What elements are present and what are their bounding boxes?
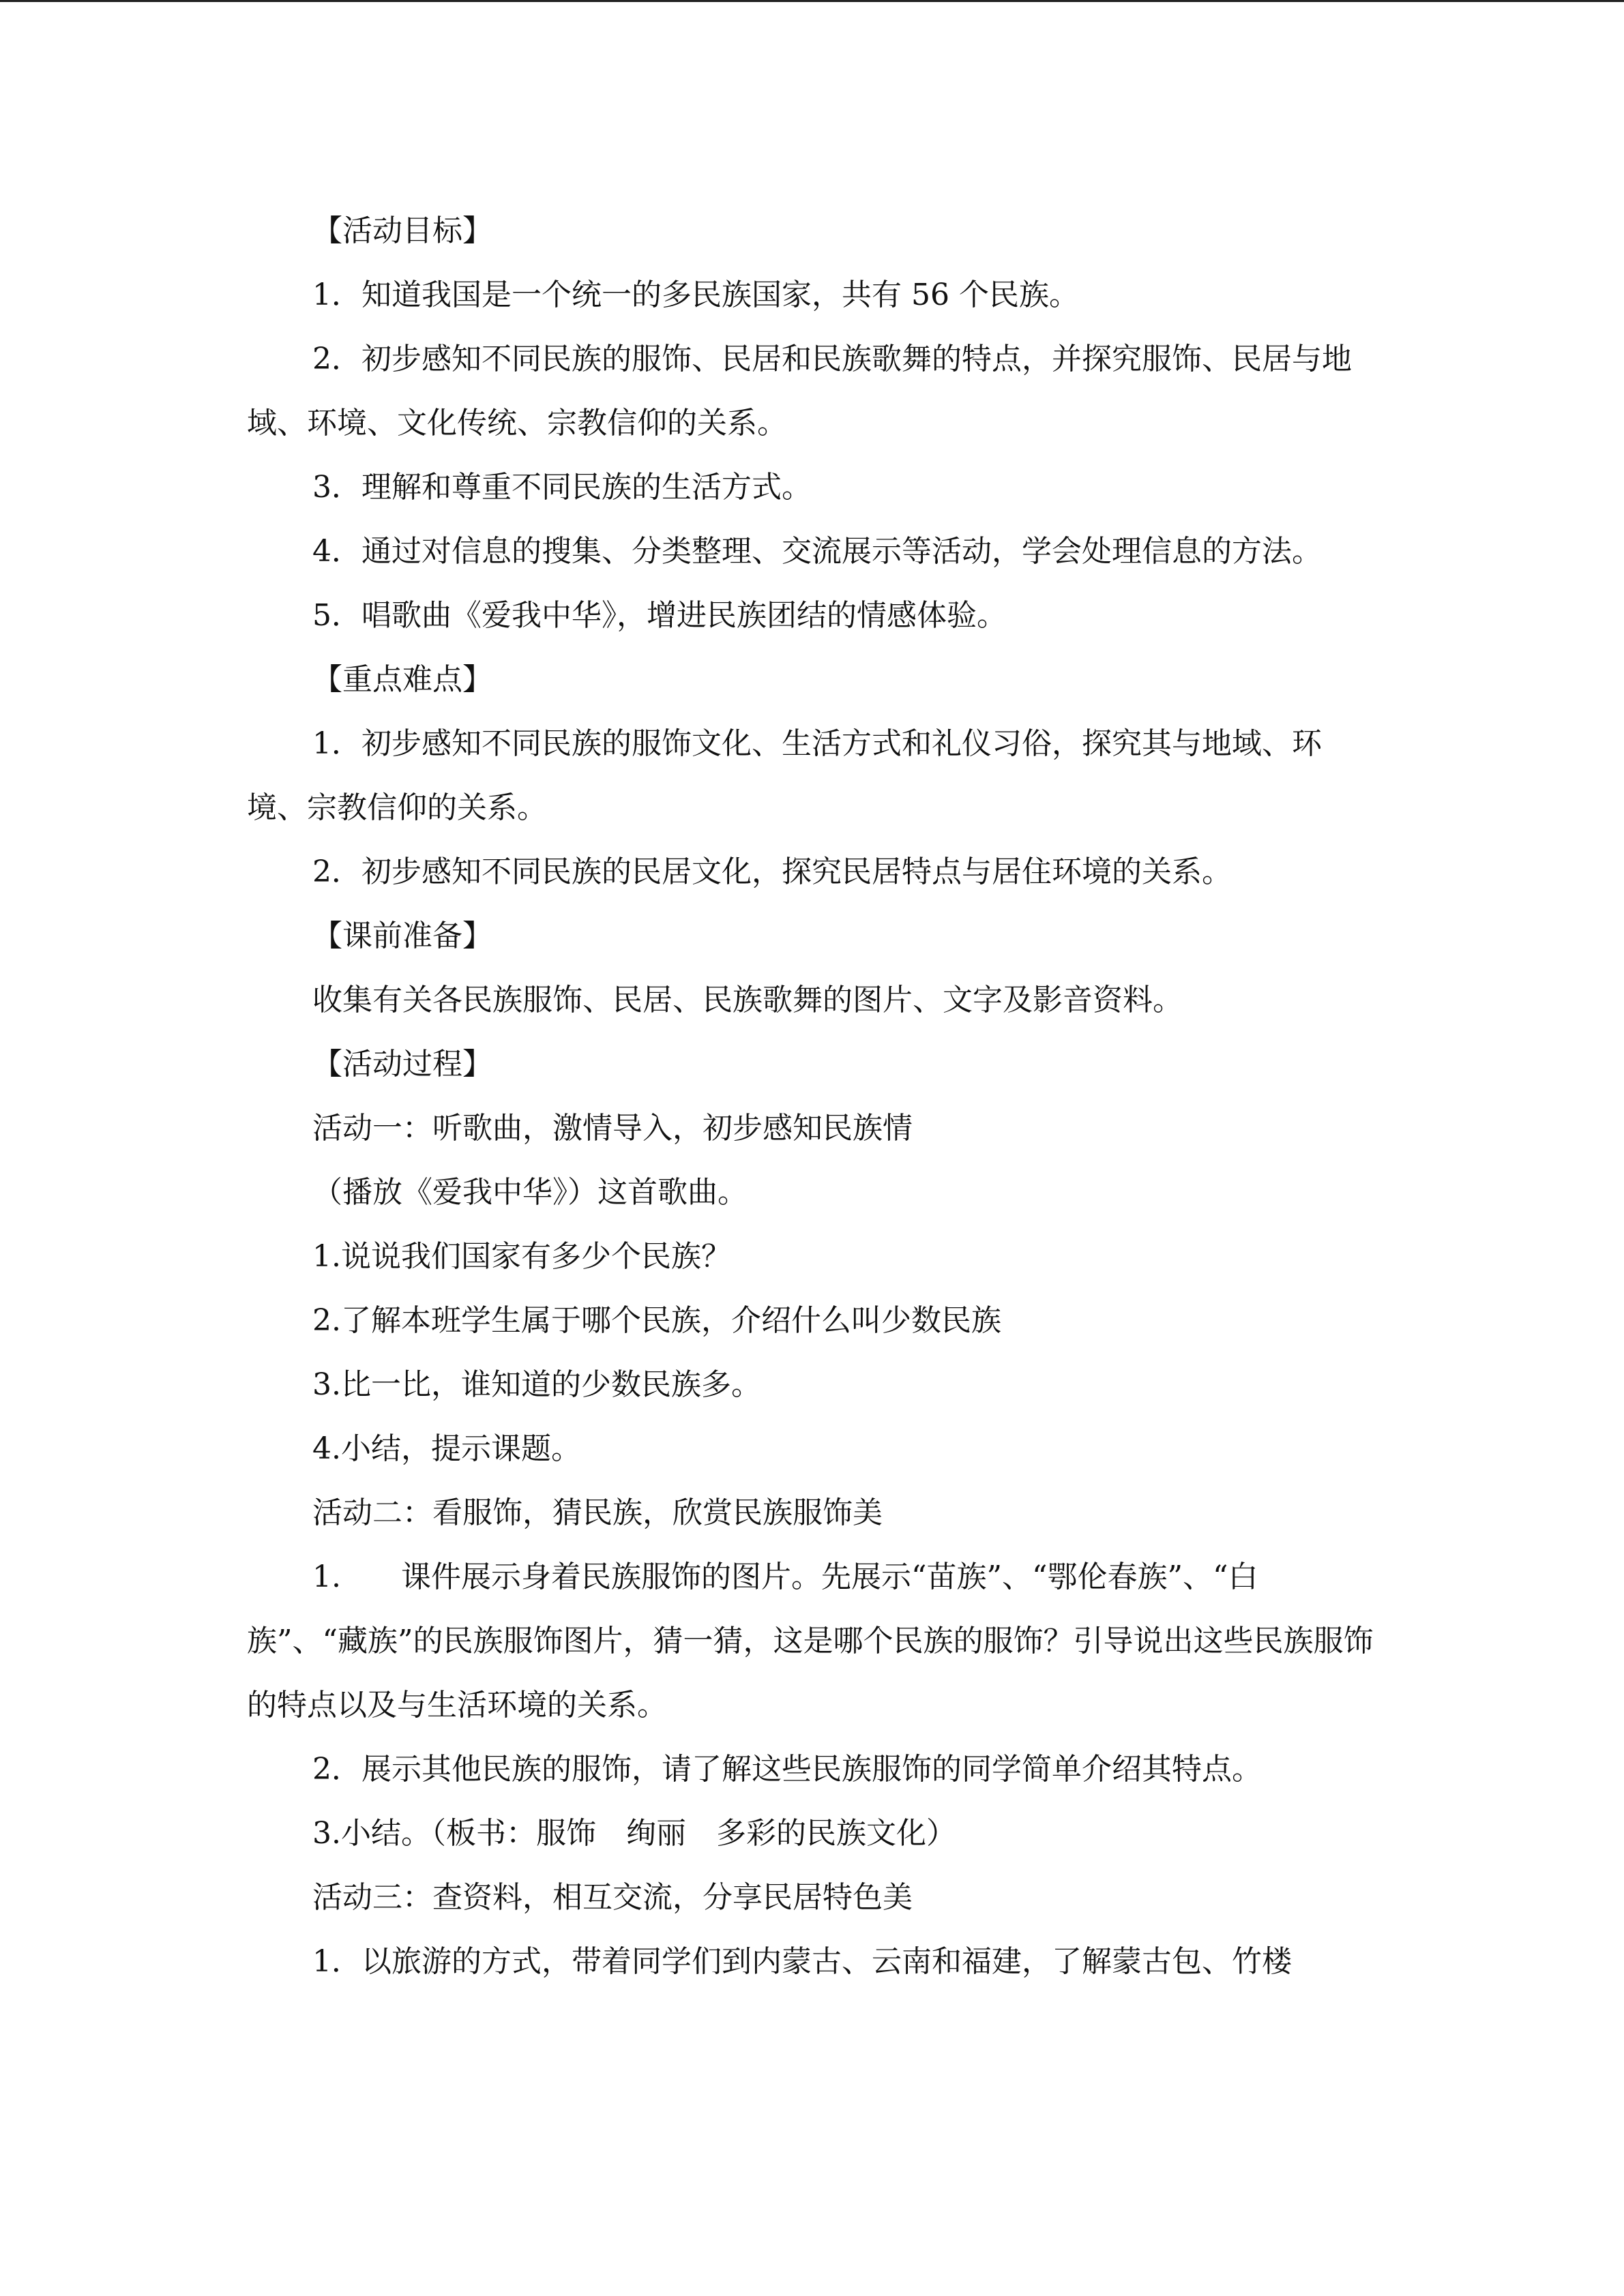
paragraph-goal-3: 3．理解和尊重不同民族的生活方式。 xyxy=(312,470,812,505)
activity-2-title: 活动二：看服饰，猜民族，欣赏民族服饰美 xyxy=(312,1495,883,1530)
activity-3-title: 活动三：查资料，相互交流，分享民居特色美 xyxy=(312,1880,913,1915)
activity-2-step-3: 3.小结。（板书：服饰 绚丽 多彩的民族文化） xyxy=(312,1816,956,1851)
section-heading-key-difficulties: 【重点难点】 xyxy=(312,662,492,697)
paragraph-goal-1: 1．知道我国是一个统一的多民族国家，共有 56 个民族。 xyxy=(312,278,1079,312)
section-heading-activity-process: 【活动过程】 xyxy=(312,1047,492,1082)
paragraph-key-point-2: 2．初步感知不同民族的民居文化，探究民居特点与居住环境的关系。 xyxy=(312,854,1232,889)
activity-1-intro: （播放《爱我中华》）这首歌曲。 xyxy=(312,1175,748,1210)
paragraph-preparation: 收集有关各民族服饰、民居、民族歌舞的图片、文字及影音资料。 xyxy=(312,983,1183,1017)
activity-1-title: 活动一：听歌曲，激情导入，初步感知民族情 xyxy=(312,1111,913,1146)
section-heading-activity-goals: 【活动目标】 xyxy=(312,213,492,248)
activity-3-step-1: 1．以旅游的方式，带着同学们到内蒙古、云南和福建，了解蒙古包、竹楼 xyxy=(312,1944,1292,1979)
paragraph-goal-5: 5．唱歌曲《爱我中华》，增进民族团结的情感体验。 xyxy=(312,598,1007,633)
activity-2-step-1: 1. 课件展示身着民族服饰的图片。先展示“苗族”、“鄂伦春族”、“白族”、“藏族”的民族服饰图片，猜一猜，这是哪个民族的服饰？引导说出这些民族服饰的特点以及与生活环境的关系。 xyxy=(247,1560,1374,1723)
activity-1-step-4: 4.小结，提示课题。 xyxy=(312,1431,581,1466)
activity-1-step-2: 2.了解本班学生属于哪个民族，介绍什么叫少数民族 xyxy=(312,1303,1001,1338)
paragraph-goal-4: 4．通过对信息的搜集、分类整理、交流展示等活动，学会处理信息的方法。 xyxy=(312,534,1322,569)
paragraph-key-point-1: 1．初步感知不同民族的服饰文化、生活方式和礼仪习俗，探究其与地域、环境、宗教信仰的关系。 xyxy=(247,726,1322,825)
activity-2-step-2: 2．展示其他民族的服饰，请了解这些民族服饰的同学简单介绍其特点。 xyxy=(312,1752,1262,1787)
section-heading-preparation: 【课前准备】 xyxy=(312,919,492,953)
activity-1-step-3: 3.比一比，谁知道的少数民族多。 xyxy=(312,1367,761,1402)
document-page xyxy=(247,199,1378,1994)
page-top-border xyxy=(0,0,1624,2)
activity-1-step-1: 1.说说我们国家有多少个民族？ xyxy=(312,1239,731,1274)
paragraph-goal-2: 2．初步感知不同民族的服饰、民居和民族歌舞的特点，并探究服饰、民居与地域、环境、文化传统、宗教信仰的关系。 xyxy=(247,342,1352,441)
